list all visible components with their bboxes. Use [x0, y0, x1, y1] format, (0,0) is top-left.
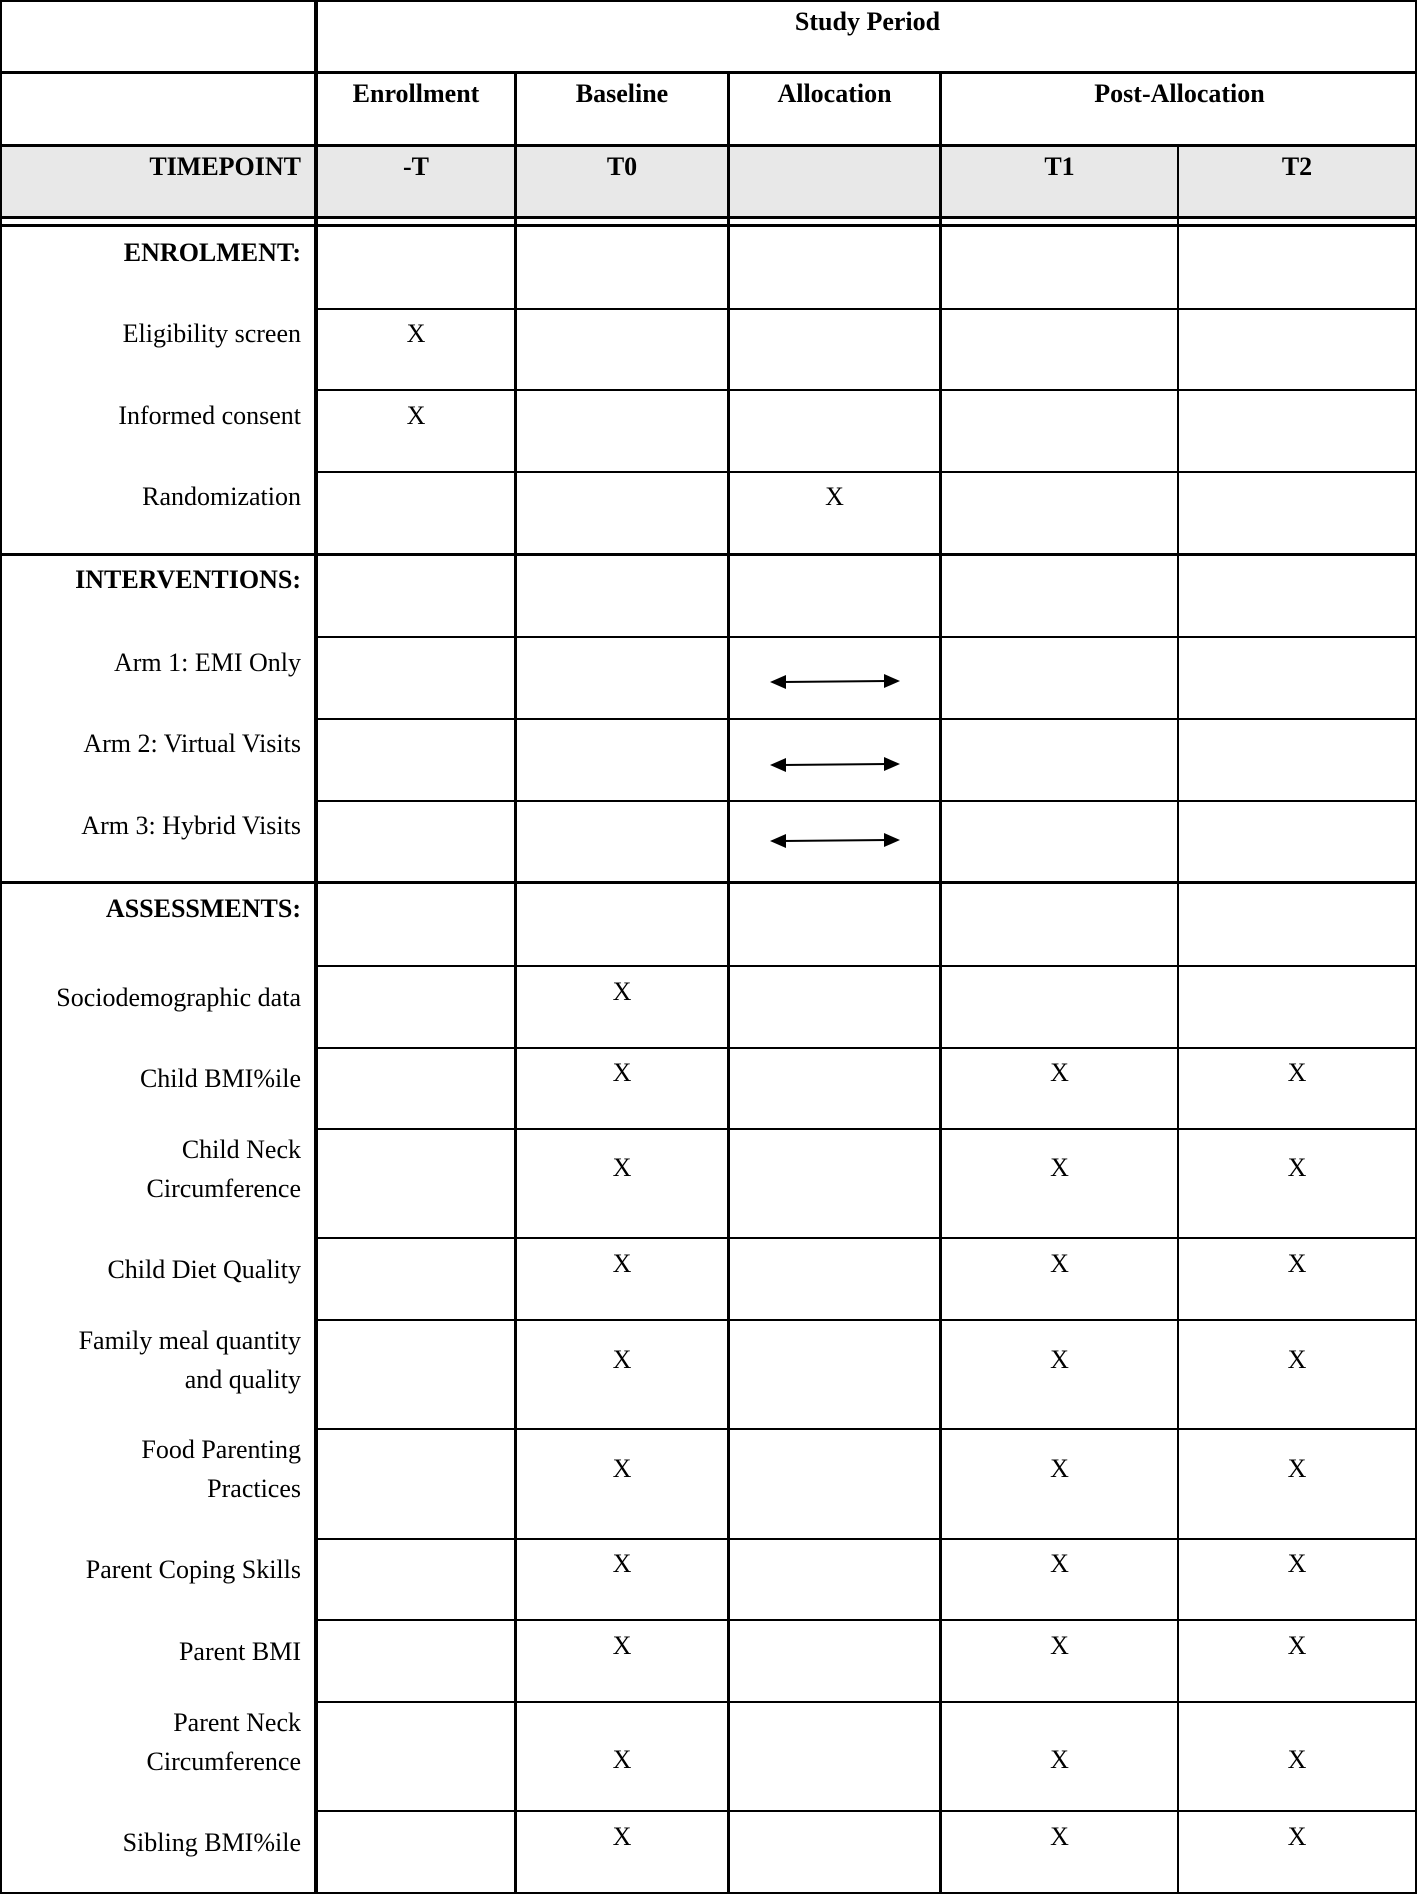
mark-sibling-bmi-t2: X [1287, 1822, 1307, 1851]
mark-food-parenting-t2: X [1287, 1454, 1307, 1483]
mark-eligibility-enrollment: X [406, 319, 426, 348]
row-label-food-parenting [0, 1430, 301, 1508]
hline-ass-6 [316, 1538, 1417, 1540]
row-label-parent-coping: Parent Coping Skills [85, 1555, 301, 1584]
row-label-sociodemographic: Sociodemographic data [56, 983, 301, 1012]
header-post-allocation: Post-Allocation [1094, 79, 1265, 108]
hline-ass-8 [316, 1701, 1417, 1703]
mark-sibling-bmi-t1: X [1050, 1822, 1069, 1851]
header-enrollment: Enrollment [352, 79, 480, 108]
row-label-child-diet: Child Diet Quality [107, 1255, 301, 1284]
hline-enrol-1 [316, 308, 1417, 310]
hline-int-1 [316, 636, 1417, 638]
row-label-food-parenting-line2: Practices [207, 1474, 301, 1503]
row-label-parent-neck-line2: Circumference [146, 1747, 301, 1776]
mark-sibling-bmi-baseline: X [612, 1822, 632, 1851]
mark-parent-neck-baseline: X [612, 1745, 632, 1774]
hline-timepoint-a [0, 216, 1417, 219]
mark-randomization-allocation: X [825, 482, 844, 511]
hline-section-assessments [0, 881, 1417, 884]
mark-child-neck-t2: X [1287, 1153, 1307, 1182]
border-left [0, 0, 2, 1894]
row-label-child-bmi: Child BMI%ile [139, 1064, 301, 1093]
mark-parent-coping-baseline: X [612, 1549, 632, 1578]
row-label-parent-bmi: Parent BMI [178, 1637, 301, 1666]
hline-int-3 [316, 800, 1417, 802]
timepoint-enrollment: -T [403, 152, 429, 181]
row-label-randomization: Randomization [142, 482, 301, 511]
mark-food-parenting-baseline: X [612, 1454, 632, 1483]
row-label-parent-neck [0, 1703, 301, 1781]
row-label-consent: Informed consent [118, 401, 301, 430]
hline-int-2 [316, 718, 1417, 720]
row-label-family-meal-line2: and quality [184, 1365, 301, 1394]
row-label-eligibility: Eligibility screen [122, 319, 301, 348]
arrow-arm1-allocation [768, 670, 902, 694]
mark-parent-neck-t1: X [1050, 1745, 1069, 1774]
mark-child-neck-t1: X [1050, 1153, 1069, 1182]
row-label-child-neck-line2: Circumference [146, 1174, 301, 1203]
mark-sociodemographic-baseline: X [612, 977, 632, 1006]
timepoint-label: TIMEPOINT [149, 152, 301, 181]
section-enrolment: ENROLMENT: [123, 238, 301, 267]
timepoint-t1: T1 [1044, 152, 1075, 181]
hline-ass-3 [316, 1237, 1417, 1239]
mark-parent-coping-t2: X [1287, 1549, 1307, 1578]
hline-section-interventions [0, 553, 1417, 556]
hline-timepoint-b [0, 224, 1417, 227]
mark-family-meal-t2: X [1287, 1345, 1307, 1374]
hline-enrol-2 [316, 389, 1417, 391]
mark-family-meal-t1: X [1050, 1345, 1069, 1374]
timepoint-baseline: T0 [606, 152, 638, 181]
row-label-child-neck-line1: Child Neck [181, 1135, 301, 1164]
row-label-parent-neck-line1: Parent Neck [173, 1708, 301, 1737]
row-label-arm1: Arm 1: EMI Only [113, 648, 301, 677]
hline-ass-9 [316, 1810, 1417, 1812]
mark-child-diet-t1: X [1050, 1249, 1069, 1278]
mark-food-parenting-t1: X [1050, 1454, 1069, 1483]
hline-ass-7 [316, 1619, 1417, 1621]
mark-child-bmi-t2: X [1287, 1058, 1307, 1087]
mark-child-diet-t2: X [1287, 1249, 1307, 1278]
hline-ass-1 [316, 1047, 1417, 1049]
header-allocation: Allocation [777, 79, 892, 108]
mark-consent-enrollment: X [406, 401, 426, 430]
row-label-arm2: Arm 2: Virtual Visits [83, 729, 301, 758]
mark-child-bmi-baseline: X [612, 1058, 632, 1087]
hline-ass-5 [316, 1428, 1417, 1430]
hline-ass-2 [316, 1128, 1417, 1130]
row-label-food-parenting-line1: Food Parenting [141, 1435, 301, 1464]
timepoint-t2: T2 [1281, 152, 1313, 181]
mark-family-meal-baseline: X [612, 1345, 632, 1374]
row-label-arm3: Arm 3: Hybrid Visits [81, 811, 301, 840]
section-assessments: ASSESSMENTS: [105, 894, 301, 923]
row-label-family-meal [0, 1321, 301, 1399]
mark-parent-neck-t2: X [1287, 1745, 1307, 1774]
hline-ass-0 [316, 965, 1417, 967]
mark-child-diet-baseline: X [612, 1249, 632, 1278]
header-baseline: Baseline [575, 79, 669, 108]
row-label-family-meal-line1: Family meal quantity [78, 1326, 301, 1355]
label-column-divider [314, 0, 318, 1894]
mark-parent-bmi-t2: X [1287, 1631, 1307, 1660]
hline-enrol-3 [316, 471, 1417, 473]
hline-ass-4 [316, 1319, 1417, 1321]
mark-parent-bmi-baseline: X [612, 1631, 632, 1660]
mark-child-neck-baseline: X [612, 1153, 632, 1182]
row-label-child-neck [0, 1130, 301, 1208]
row-label-sibling-bmi: Sibling BMI%ile [122, 1828, 301, 1857]
section-interventions: INTERVENTIONS: [75, 565, 301, 594]
study-period-header: Study Period [794, 7, 941, 36]
arrow-arm2-allocation [768, 753, 902, 777]
mark-parent-bmi-t1: X [1050, 1631, 1069, 1660]
mark-parent-coping-t1: X [1050, 1549, 1069, 1578]
mark-child-bmi-t1: X [1050, 1058, 1069, 1087]
arrow-arm3-allocation [768, 829, 902, 853]
